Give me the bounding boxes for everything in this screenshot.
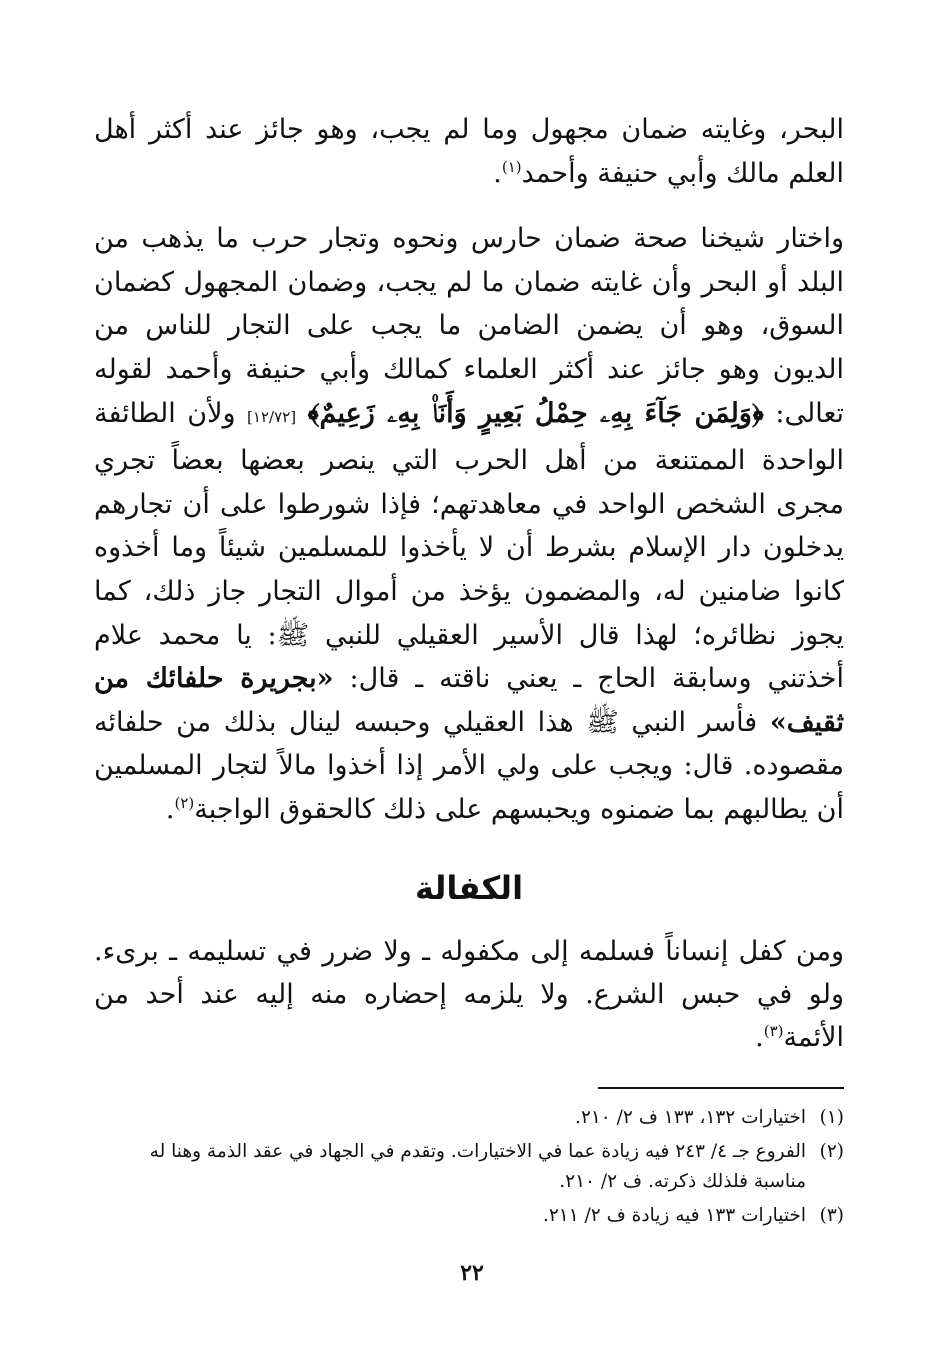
footnote-1 <box>94 1103 844 1133</box>
hadith-quote: «بجريرة حلفائك من ثقيف» <box>94 663 844 738</box>
paragraph-2-text-b: ولأن الطائفة الواحدة الممتنعة من أهل الحرب التي ينصر بعضها بعضاً تجري مجرى الشخص الواحد في معاهدتهم؛ فإذا شورطوا على أن تجارهم يدخلون دار الإسلام بشرط أن لا يأخذوا للمسلمين شيئاً وما أخذوه كانوا ضامنين له، والمضمون يؤخذ من أموال التجار جاز ذلك، كما يجوز نظائره؛ لهذا قال الأسير العقيلي للنبي ﷺ: يا محمد علام أخذتني وسابقة الحاج ـ يعني ناقته ـ قال: <box>94 397 844 695</box>
footnote-number: (١) <box>819 1106 844 1128</box>
footnote-ref-3[interactable]: (٣) <box>763 1021 784 1040</box>
quran-reference: [١٢/٧٢] <box>247 407 297 426</box>
footnote-number: (٣) <box>819 1204 844 1226</box>
footnote-text: الفروع جـ ٤/ ٢٤٣ فيه زيادة عما في الاختيارات. وتقدم في الجهاد في عقد الذمة وهنا له مناسبة فلذلك ذكرته. ف ٢/ ٢١٠. <box>149 1140 806 1192</box>
paragraph-2-end: . <box>165 793 175 825</box>
footnote-text: اختيارات ١٣٣ فيه زيادة ف ٢/ ٢١١. <box>542 1204 806 1226</box>
footnote-text: اختيارات ١٣٢، ١٣٣ ف ٢/ ٢١٠. <box>575 1106 806 1128</box>
paragraph-1-end: . <box>493 157 502 189</box>
footnote-ref-2[interactable]: (٢) <box>174 793 195 812</box>
footnote-ref-1[interactable]: (١) <box>501 157 522 176</box>
paragraph-3-end: . <box>755 1021 764 1053</box>
footnotes <box>94 1103 844 1231</box>
quran-verse: ﴿وَلِمَن جَآءَ بِهِۦ حِمْلُ بَعِيرٍ وَأَنَا۠ بِهِۦ زَعِيمٌ﴾ <box>307 397 764 429</box>
footnote-3 <box>94 1201 844 1231</box>
paragraph-3-text: ومن كفل إنساناً فسلمه إلى مكفوله ـ ولا ضرر في تسليمه ـ برىء. ولو في حبس الشرع. ولا يلزمه إحضاره منه إليه عند أحد من الأئمة <box>94 935 844 1053</box>
paragraph-1 <box>94 108 844 195</box>
page-number: ٢٢ <box>460 1260 484 1286</box>
paragraph-2-text-c: فأسر النبي ﷺ هذا العقيلي وحبسه لينال بذلك من حلفائه مقصوده. قال: ويجب على ولي الأمر إذا أخذوا مالاً لتجار المسلمين أن يطالبهم بما ضمنوه ويحبسهم على ذلك كالحقوق الواجبة <box>94 706 844 825</box>
section-heading: الكفالة <box>414 868 524 907</box>
footnote-separator <box>598 1087 844 1089</box>
paragraph-3 <box>94 930 844 1059</box>
paragraph-2-text-a: واختار شيخنا صحة ضمان حارس ونحوه وتجار حرب ما يذهب من البلد أو البحر وأن غايته ضمان ما لم يجب، وضمان المجهول كضمان السوق، وهو أن يضمن الضامن ما يجب على التجار للناس من الديون وهو جائز عند أكثر العلماء كمالك وأبي حنيفة وأحمد لقوله تعالى: <box>94 223 844 429</box>
footnote-number: (٢) <box>819 1140 844 1162</box>
paragraph-1-text: البحر، وغايته ضمان مجهول وما لم يجب، وهو جائز عند أكثر أهل العلم مالك وأبي حنيفة وأحمد <box>94 114 844 189</box>
footnote-2 <box>94 1137 844 1197</box>
paragraph-2 <box>94 217 844 831</box>
